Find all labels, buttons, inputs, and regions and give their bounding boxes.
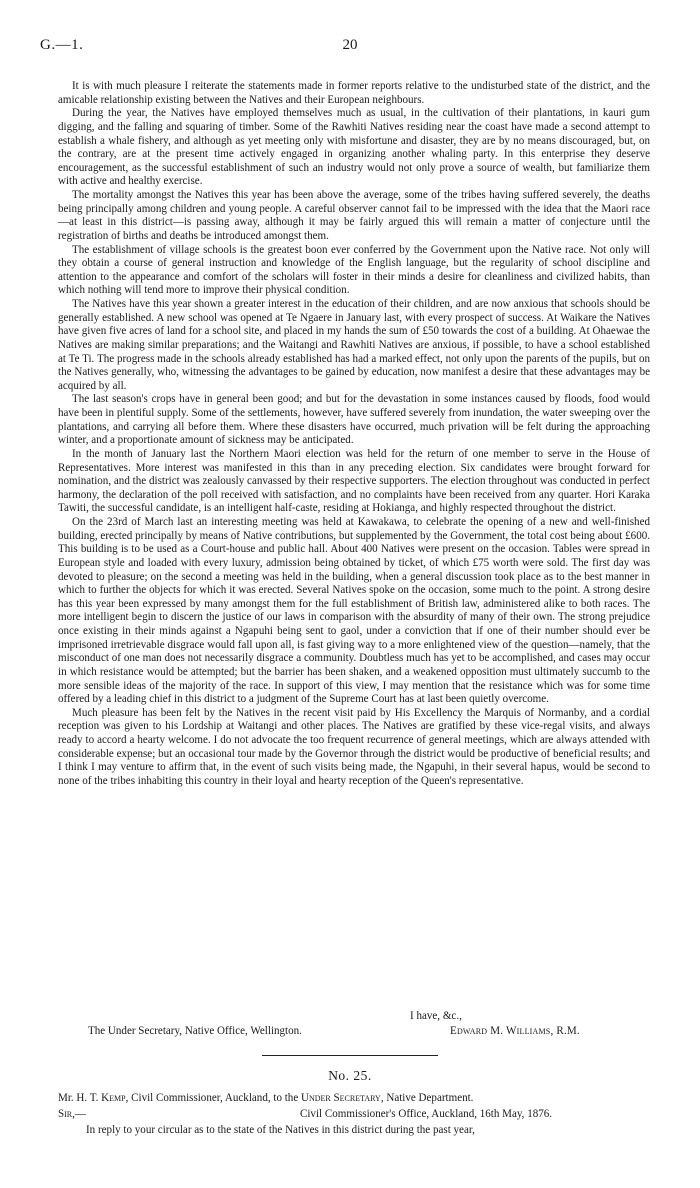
section-divider xyxy=(262,1055,438,1056)
letter-opening: In reply to your circular as to the state of the Natives in this district during the past year, xyxy=(86,1124,475,1136)
salutation: Sir,— xyxy=(58,1108,86,1120)
paragraph: On the 23rd of March last an interesting meeting was held at Kawakawa, to celebrate the opening of a new and well-finished building, erected principally by means of Native contributions, but supplemented by the Government, the total cost being about £600. This building is to be used as a Court-house and public hall. About 400 Natives were present on the occasion. Tables were spread in European style and loaded with every luxury, admission being obtained by ticket, of which £75 worth were sold. The first day was devoted to pleasure; on the second a meeting was held in the building, when a general discussion took place as to the best manner in which to further the objects for which it was erected. Several Natives spoke on the occasion, some much to the point. A strong desire has this year been expressed by many amongst them for the full establishment of British law, administered alike to both races. The more intelligent begin to discern the justice of our laws in comparison with the absurdity of many of their own. The strong prejudice once existing in their minds against a Ngapuhi being sent to gaol, under a conviction that if one of their number should ever be imprisoned irretrievable disgrace would fall upon all, is fast giving way to a more enlightened view of the question—namely, that the misconduct of one man does not necessarily disgrace a community. Doubtless much has yet to be accomplished, and cases may occur in which resistance would be attempted; but the barrier has been shaken, and a weakened opposition must ultimately succumb to the more sensible ideas of the majority of the race. In support of this view, I may mention that the resistance which was for some time offered by a leading chief in this district to a judgment of the Supreme Court has at last been quietly overcome. xyxy=(58,516,650,706)
salutation-line xyxy=(58,1108,650,1122)
addressee: The Under Secretary, Native Office, Wellington. xyxy=(88,1025,302,1037)
paragraph: During the year, the Natives have employed themselves much as usual, in the cultivation of their plantations, in kauri gum digging, and the falling and squaring of timber. Some of the Rawhiti Natives residing near the coast have made a second attempt to establish a whale fishery, and although as yet meeting only with misfortune and disaster, they are by no means discouraged, but, on the contrary, are at the present time actively engaged in organizing another whaling party. In this enterprise they deserve encouragement, as the successful establishment of such an industry would not only prove a source of wealth, but familiarize them with active and healthy exercise. xyxy=(58,107,650,188)
to-title: Under Secretary xyxy=(301,1092,381,1104)
to-suffix: , Native Department. xyxy=(380,1092,474,1104)
document-code: G.—1. xyxy=(40,37,84,53)
report-body xyxy=(58,80,650,789)
letter-heading xyxy=(58,1092,650,1104)
paragraph: The Natives have this year shown a greater interest in the education of their children, and are now anxious that schools should be generally established. A new school was opened at Te Ngaere in January last, with every prospect of success. At Waikare the Natives have given five acres of land for a school site, and placed in my hands the sum of £50 towards the cost of a building. At Ohaewae the Natives are making similar preparations; and the Waitangi and Rawhiti Natives are anxious, if possible, to have a school established at Te Ti. The progress made in the schools already established has had a marked effect, not only upon the parents of the pupils, but on the Natives generally, who, witnessing the advantages to be gained by education, now manifest a desire that these advantages may be acquired by all. xyxy=(58,298,650,392)
signature: Edward M. Williams, R.M. xyxy=(450,1025,580,1037)
paragraph: Much pleasure has been felt by the Natives in the recent visit paid by His Excellency the Marquis of Normanby, and a cordial reception was given to his Lordship at Waitangi and other places. The Natives are gratified by these vice-regal visits, and always ready to accord a hearty welcome. I do not advocate the too frequent recurrence of general meetings, which are always attended with considerable expense; but an occasional tour made by the Governor through the district would be productive of beneficial results; and I think I may venture to affirm that, in the event of such visits being made, the Ngapuhi, in their several hapus, would be second to none of the tribes inhabiting this country in their loyal and hearty reception of the Queen's representative. xyxy=(58,706,650,787)
from-prefix: Mr. H. T. xyxy=(58,1092,102,1104)
closing: I have, &c., xyxy=(410,1010,462,1022)
page-header xyxy=(40,37,660,57)
office-date: Civil Commissioner's Office, Auckland, 16th May, 1876. xyxy=(300,1108,553,1120)
from-name: Kemp xyxy=(101,1092,126,1104)
paragraph: It is with much pleasure I reiterate the statements made in former reports relative to the undisturbed state of the district, and the amicable relationship existing between the Natives and their European neighbours. xyxy=(58,80,650,106)
from-middle: , Civil Commissioner, Auckland, to the xyxy=(125,1092,301,1104)
signoff xyxy=(58,1010,650,1040)
paragraph: In the month of January last the Northern Maori election was held for the return of one member to serve in the House of Representatives. More interest was manifested in this than in any preceding election. Six candidates were brought forward for nomination, and the district was zealously canvassed by their respective supporters. The election throughout was conducted in perfect harmony, the declaration of the poll received with satisfaction, and no complaints have been received from any quarter. Hori Karaka Tawiti, the successful candidate, is an intelligent half-caste, residing at Hokianga, and highly respected throughout the district. xyxy=(58,447,650,515)
paragraph: The mortality amongst the Natives this year has been above the average, some of the tribes having suffered severely, the deaths being principally among children and young people. A careful observer cannot fail to be impressed with the idea that the Maori race—at least in this district—is passing away, although it may be fairly argued this will remain a matter of conjecture until the registration of births and deaths be introduced amongst them. xyxy=(58,189,650,242)
paragraph: The last season's crops have in general been good; and but for the devastation in some instances caused by floods, food would have been in plentiful supply. Some of the settlements, however, have suffered severely from inundation, the water sweeping over the plantations, and carrying all before them. Where these disasters have occurred, much privation will be felt during the approaching winter, and a proportionate amount of sickness may be anticipated. xyxy=(58,393,650,447)
paragraph: The establishment of village schools is the greatest boon ever conferred by the Government upon the Native race. Not only will they obtain a course of general instruction and knowledge of the English language, but the regularity of school discipline and attention to the appearance and comfort of the scholars will foster in their minds a desire for cleanliness and civilized habits, than which nothing will tend more to improve their physical condition. xyxy=(58,243,650,297)
page-number: 20 xyxy=(342,37,358,53)
letter-number: No. 25. xyxy=(328,1068,372,1083)
